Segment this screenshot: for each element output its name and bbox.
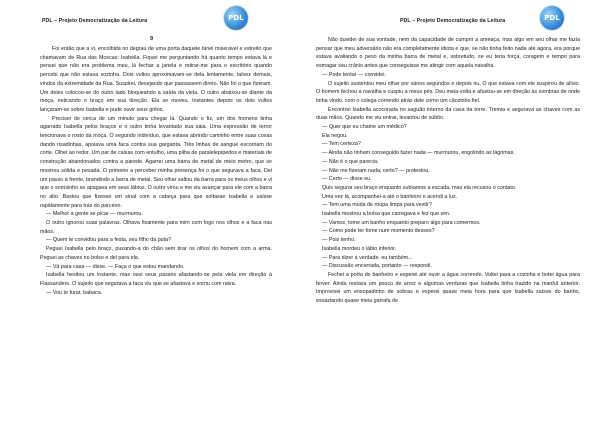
- paragraph: — Quer que eu chame um médico?: [322, 124, 407, 131]
- paragraph: — Quem te convidou para a festa, seu filho da puta?: [46, 237, 172, 244]
- paragraph: — Discussão encerrada, portanto — respondi.: [322, 263, 432, 270]
- paragraph: — Vá para casa — disse. — Faça o que estou mandando.: [46, 263, 185, 270]
- paragraph: — Não me fizeram nada, certo? — protestou.: [322, 167, 430, 174]
- paragraph: — Para dizer a verdade, eu também...: [322, 254, 413, 261]
- paragraph: Isabella hesitou um instante, mas ouvi seus passos afastando-se pela viela em direção à Flassanders. O sujeito que segurava a faca viu que se afastava e sorriu com raiva.: [40, 272, 272, 287]
- paragraph: Precisei de cerca de um minuto para chegar lá. Quando o fiz, um dos homens tinha agarrado Isabella pelos braços e o outro tinha levantado sua saia. Uma expressão de terror tencionava o rosto da moça. O segundo indivíduo, que estava abrindo caminho entre suas coxas dando risadinhas, apoiava uma faca contra sua garganta. Três linhas de sangue escorriam do corte. Olhei ao redor. Um par de caixas com entulho, uma pilha de paralelepípedos e materiais de construção abandonados contra a parede. Agarrei uma barra de metal de meio metro, que se mostrou sólida e pesada. O primeiro a perceber minha presença foi o que segurava a faca. Dei um passo à frente, brandindo a barra de metal. Seu olhar saltou da barra para os meus olhos e vi que o sorrisinho se apagava em seus lábios. O outro virou e me viu avançar para ele com a barra no alto. Bastou que fizesse um sinal com a cabeça para que soltasse Isabella e saísse rapidamente para trás do parceiro.: [40, 115, 272, 209]
- body-text: [40, 45, 272, 297]
- right-page: [300, 0, 600, 424]
- paragraph: Ela negou.: [322, 132, 348, 139]
- paragraph: Isabella mordeu o lábio inferior.: [322, 245, 397, 252]
- paragraph: Fechei a porta do banheiro e esperei até ouvir a água correndo. Voltei para a cozinha e botei água para ferver. Ainda restava um pouco de arroz e algumas verduras que Isabella tinha trazido na manhã anterior. Improvisei um ensopadinho de sobras e esperei quase meia hora para que Isabella saísse do banho, esvaziando quase meia garrafa de: [316, 271, 580, 305]
- paragraph: O outro ignorou suas palavras. Olhava fixamente para mim com fogo nos olhos e a faca nas mãos.: [40, 220, 272, 235]
- page-number: 9: [150, 36, 154, 42]
- paragraph: Não duvidei de sua vontade, nem da capacidade de cumprir a ameaça, mas algo em seu olhar me fazia pensar que meu adversário não era completamente idiota e que, se não tinha feito nada até agora, era porque estava avaliando o peso da minha barra de metal e, sobretudo, se eu teria força, coragem e tempo para esmagar seu crânio antes que conseguisse me atingir com aquela navalha.: [316, 37, 580, 70]
- pdl-logo-icon: PDL: [224, 6, 248, 30]
- paragraph: — Não é o que parecia.: [322, 158, 379, 165]
- paragraph: — Pois tenho.: [322, 237, 356, 244]
- paragraph: Foi então que a vi, encolhida no degrau de uma porta daquele túnel miserável e estreito que chamavam de Rua das Moscas: Isabella. Fiquei me perguntando há quanto tempo estava lá e pensei que não era problema meu, lá fechar a janela e retirar-me para o escritório quando percebi que não estava sozinha. Dois vultos aproximavam-se dela lentamente, talvez demais, vindos da extremidade da Rua. Suspirei, desejando que passassem direto. Não foi o que fizeram. Um deles colocou-se do outro lado bloqueando a saída da viela. O outro abaixou-se diante da moça, esticando o braço em sua direção. Ela se moveu. Instantes depois os dois vultos lançaram-se sobre Isabella e pude ouvir seus gritos.: [40, 46, 272, 113]
- paragraph: — Vou te furar, babaca.: [46, 289, 103, 296]
- paragraph: — Ainda não tinham conseguido fazer nada — murmurou, engolindo as lágrimas.: [322, 150, 515, 157]
- paragraph: — Tem uma muda de roupa limpa para vestir?: [322, 202, 432, 209]
- body-text: [316, 36, 580, 306]
- paragraph: — Tem certeza?: [322, 141, 361, 148]
- paragraph: O sujeito sustentou meu olhar por vários segundos e depois riu. O que estava com ele suspirou de alívio. O homem fechou a navalha e cuspiu a meus pés. Deu meia-volta e afastou-se em direção às sombras de onde tinha vindo, com o colega correndo atrás dele como um cãozinho fiel.: [316, 80, 580, 104]
- paragraph: Uma vez lá, acompanhei-a até o banheiro e acendi a luz.: [322, 193, 458, 200]
- paragraph: Isabella mostrou a bolsa que carregava e fez que sim.: [322, 211, 451, 218]
- paragraph: — Certo — disse eu.: [322, 176, 372, 183]
- paragraph: — Pode tentar — convidei.: [322, 71, 386, 78]
- pdl-logo-icon: PDL: [540, 6, 564, 30]
- paragraph: — Melhor a gente se picar — murmurou.: [46, 211, 143, 218]
- paragraph: — Vamos, tome um banho enquanto preparo algo para comermos.: [322, 219, 481, 226]
- paragraph: Encontrei Isabella acocorada no saguão interno da casa da torre. Tremia e segurava as chaves com as duas mãos. Quando me viu entrar, levantou de súbito.: [316, 106, 580, 122]
- paragraph: Peguei Isabella pelo braço, puxando-a do chão sem tirar os olhos do homem com a arma. Peguei as chaves no bolso e dei para ela.: [40, 246, 272, 261]
- paragraph: Quis segurar seu braço enquanto subíamos a escada, mas ela recusou o contato.: [322, 184, 517, 191]
- page-header: PDL – Projeto Democratização da Leitura: [42, 18, 148, 24]
- paragraph: — Como pode ter fome num momento desses?: [322, 228, 435, 235]
- page-header: PDL – Projeto Democratização da Leitura: [400, 18, 506, 24]
